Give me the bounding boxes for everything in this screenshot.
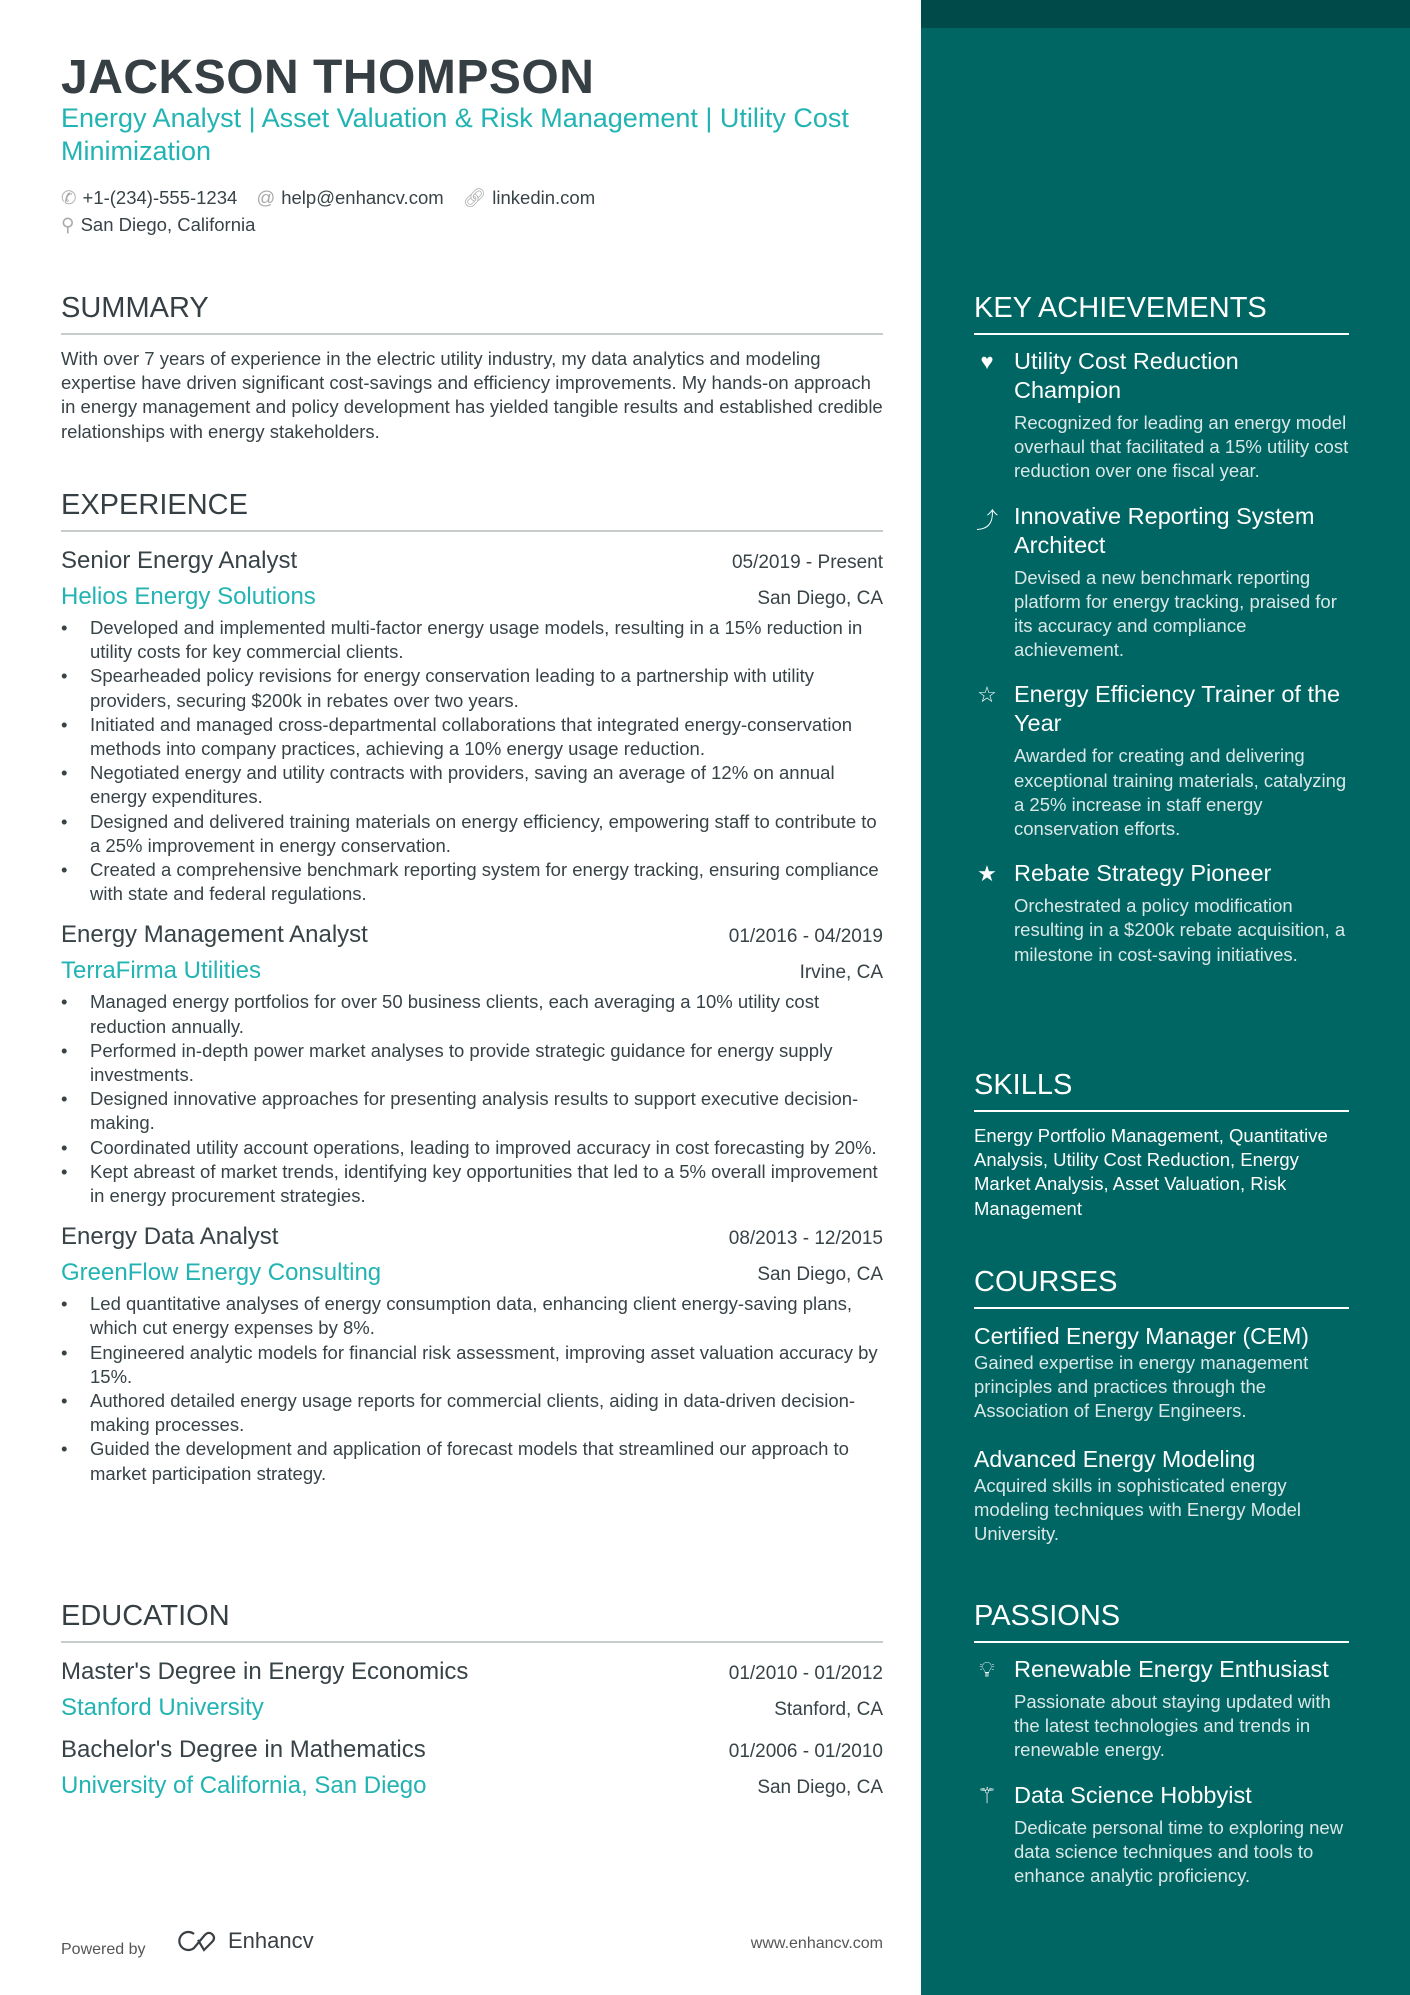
- achievements-item: [974, 859, 1349, 967]
- passions-item: [974, 1781, 1349, 1889]
- phone-icon: ✆: [61, 187, 77, 208]
- item-description: Orchestrated a policy modification resulting in a $200k rebate acquisition, a milestone in cost-saving initiatives.: [1014, 895, 1346, 965]
- achievements-item: [974, 347, 1349, 484]
- sidebar-top-band: [921, 0, 1410, 28]
- section-title: COURSES: [974, 1266, 1349, 1309]
- company-name: TerraFirma Utilities: [61, 957, 262, 985]
- lightbulb-icon: 💡︎: [979, 1657, 995, 1682]
- company-name: Helios Energy Solutions: [61, 583, 316, 610]
- item-description: Passionate about staying updated with the latest technologies and trends in renewable energy.: [1014, 1691, 1331, 1761]
- footer: [61, 1928, 883, 1959]
- job-location: San Diego, CA: [757, 1264, 883, 1286]
- summary-section: [61, 292, 883, 444]
- degree: Master's Degree in Energy Economics: [61, 1658, 469, 1685]
- phone: +1-(234)-555-1234: [82, 187, 238, 208]
- course-description: Acquired skills in sophisticated energy modeling techniques with Energy Model University.: [974, 1474, 1302, 1545]
- bullet-item: • Designed and delivered training materials on energy efficiency, empowering staff to contribute to a 25% improvement in energy conservation.: [61, 810, 883, 858]
- summary-text: With over 7 years of experience in the electric utility industry, my data analytics and modeling expertise have driven significant cost-savings and efficiency improvements. My hands-on approach in energy management and policy development has yielded tangible results and established credible relationships with energy stakeholders.: [61, 348, 883, 442]
- item-description: Awarded for creating and delivering exceptional training materials, catalyzing a 25% increase in staff energy conservation efforts.: [1014, 745, 1347, 840]
- bullet-item: • Managed energy portfolios for over 50 business clients, each averaging a 10% utility cost reduction annually.: [61, 990, 883, 1038]
- item-description: Recognized for leading an energy model overhaul that facilitated a 15% utility cost reduction over one fiscal year.: [1014, 412, 1349, 482]
- course-item: [974, 1444, 1349, 1547]
- job-title: Senior Energy Analyst: [61, 547, 298, 574]
- section-title: SUMMARY: [61, 292, 883, 335]
- at-icon: @: [256, 187, 276, 208]
- star-half-icon: ★: [977, 861, 997, 887]
- star-outline-icon: ☆: [977, 682, 997, 708]
- item-title: Utility Cost Reduction Champion: [1014, 348, 1239, 403]
- section-title: EXPERIENCE: [61, 489, 883, 532]
- job-dates: 08/2013 - 12/2015: [728, 1228, 883, 1250]
- edu-location: Stanford, CA: [774, 1699, 883, 1720]
- bullet-item: • Designed innovative approaches for presenting analysis results to support executive decision-making.: [61, 1087, 883, 1135]
- location: San Diego, California: [80, 214, 256, 235]
- bullet-item: • Created a comprehensive benchmark reporting system for energy tracking, ensuring compliance with state and federal regulations.: [61, 858, 883, 906]
- sidebar: [921, 0, 1410, 1995]
- section-title: KEY ACHIEVEMENTS: [974, 292, 1349, 335]
- bullet-item: • Initiated and managed cross-departmental collaborations that integrated energy-conservation methods into company practices, achieving a 10% energy usage reduction.: [61, 713, 883, 761]
- enhancv-logo-icon: [174, 1928, 220, 1954]
- job-location: Irvine, CA: [799, 962, 883, 984]
- job-dates: 05/2019 - Present: [731, 552, 883, 573]
- enhancv-logo[interactable]: Enhancv: [174, 1928, 314, 1954]
- job-bullets: [61, 616, 883, 906]
- experience-section: [61, 489, 883, 1498]
- achievements-section: [974, 292, 1349, 985]
- bullet-item: • Guided the development and application of forecast models that streamlined our approach to market participation strategy.: [61, 1437, 883, 1485]
- job-dates: 01/2016 - 04/2019: [728, 926, 883, 948]
- item-title: Data Science Hobbyist: [1014, 1781, 1252, 1808]
- job-entry: [61, 918, 883, 1208]
- job-location: San Diego, CA: [757, 588, 883, 609]
- education-entry: [61, 1733, 883, 1805]
- skills-text: Energy Portfolio Management, Quantitative Analysis, Utility Cost Reduction, Energy Market Analysis, Asset Valuation, Risk Management: [974, 1125, 1328, 1219]
- education-entry: [61, 1655, 883, 1727]
- item-description: Dedicate personal time to exploring new data science techniques and tools to enhance analytic proficiency.: [1014, 1816, 1344, 1887]
- section-title: EDUCATION: [61, 1600, 883, 1643]
- bullet-item: • Coordinated utility account operations, leading to improved accuracy in cost forecasting by 20%.: [61, 1136, 883, 1160]
- powered-by: Powered by: [61, 1941, 146, 1958]
- company-name: GreenFlow Energy Consulting: [61, 1259, 382, 1287]
- bullet-item: • Kept abreast of market trends, identifying key opportunities that led to a 5% overall improvement in energy procurement strategies.: [61, 1160, 883, 1208]
- job-entry: [61, 1220, 883, 1486]
- course-title: Advanced Energy Modeling: [974, 1445, 1256, 1472]
- bullet-item: • Led quantitative analyses of energy consumption data, enhancing client energy-saving plans, which cut energy expenses by 8%.: [61, 1292, 883, 1340]
- job-title: Energy Data Analyst: [61, 1223, 279, 1251]
- email[interactable]: help@enhancv.com: [281, 187, 444, 208]
- footer-url[interactable]: www.enhancv.com: [750, 1934, 883, 1952]
- achievements-item: [974, 680, 1349, 841]
- courses-section: [974, 1266, 1349, 1566]
- magic-wand-icon: ⚚: [977, 1782, 997, 1808]
- heart-icon: ♥: [980, 349, 994, 374]
- edu-dates: 01/2010 - 01/2012: [728, 1663, 883, 1684]
- item-description: Devised a new benchmark reporting platform for energy tracking, praised for its accuracy and compliance achievement.: [1014, 566, 1337, 661]
- job-title: Energy Management Analyst: [61, 921, 368, 949]
- degree: Bachelor's Degree in Mathematics: [61, 1736, 426, 1763]
- education-section: [61, 1600, 883, 1811]
- contact-info: [61, 184, 609, 238]
- edu-location: San Diego, CA: [757, 1777, 883, 1798]
- item-title: Rebate Strategy Pioneer: [1014, 860, 1272, 887]
- linkedin-link[interactable]: linkedin.com: [492, 187, 596, 208]
- bullet-item: • Spearheaded policy revisions for energy conservation leading to a partnership with utility providers, securing $200k in rebates over two years.: [61, 664, 883, 712]
- course-title: Certified Energy Manager (CEM): [974, 1323, 1309, 1349]
- bullet-item: • Authored detailed energy usage reports for commercial clients, aiding in data-driven decision-making processes.: [61, 1389, 883, 1437]
- section-title: SKILLS: [974, 1069, 1349, 1112]
- school-name: University of California, San Diego: [61, 1772, 427, 1799]
- link-icon: 🔗︎: [462, 187, 487, 208]
- passions-section: [974, 1600, 1349, 1906]
- job-bullets: [61, 990, 883, 1208]
- job-bullets: [61, 1292, 883, 1486]
- skills-section: [974, 1069, 1349, 1221]
- bullet-item: • Performed in-depth power market analyses to provide strategic guidance for energy supply investments.: [61, 1039, 883, 1087]
- location-icon: ⚲: [61, 214, 75, 235]
- strategy-icon: ⤴: [975, 507, 998, 533]
- section-title: PASSIONS: [974, 1600, 1349, 1643]
- candidate-name: JACKSON THOMPSON: [61, 51, 595, 104]
- course-item: [974, 1321, 1349, 1424]
- bullet-item: • Negotiated energy and utility contracts with providers, saving an average of 12% on annual energy expenditures.: [61, 761, 883, 809]
- school-name: Stanford University: [61, 1694, 264, 1721]
- item-title: Renewable Energy Enthusiast: [1014, 1656, 1329, 1682]
- item-title: Innovative Reporting System Architect: [1014, 502, 1315, 558]
- bullet-item: • Engineered analytic models for financial risk assessment, improving asset valuation accuracy by 15%.: [61, 1341, 883, 1389]
- bullet-item: • Developed and implemented multi-factor energy usage models, resulting in a 15% reduction in utility costs for key commercial clients.: [61, 616, 883, 664]
- achievements-item: [974, 502, 1349, 663]
- headline: Energy Analyst | Asset Valuation & Risk Management | Utility Cost Minimization: [61, 103, 849, 166]
- edu-dates: 01/2006 - 01/2010: [728, 1741, 883, 1762]
- course-description: Gained expertise in energy management principles and practices through the Association of Energy Engineers.: [974, 1352, 1309, 1422]
- passions-item: [974, 1655, 1349, 1763]
- item-title: Energy Efficiency Trainer of the Year: [1014, 681, 1341, 737]
- job-entry: [61, 544, 883, 906]
